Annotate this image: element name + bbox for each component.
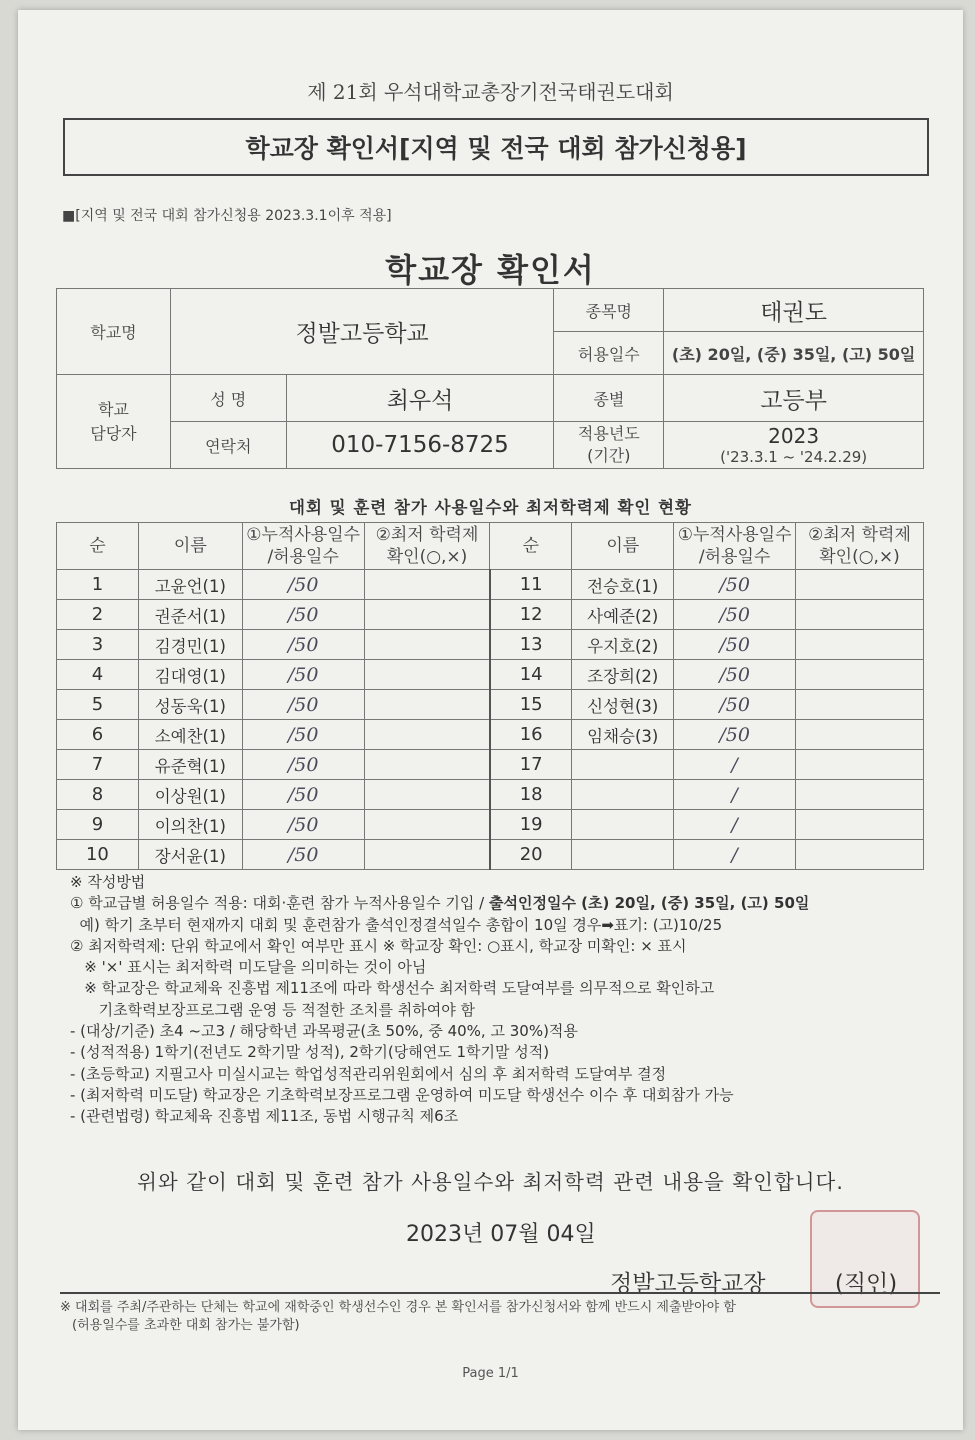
left-usage-cell: /50 <box>242 750 364 780</box>
left-check-cell <box>364 660 490 690</box>
roster-body <box>57 570 924 870</box>
left-check-cell <box>364 570 490 600</box>
method-line-9: - (초등학교) 지필고사 미실시교는 학업성적관리위원회에서 심의 후 최저학력 도달여부 결정 <box>70 1064 667 1083</box>
header-academic-right: ②최저 학력제 확인(○,×) <box>796 523 924 570</box>
left-usage-cell: /50 <box>242 660 364 690</box>
right-usage-cell: / <box>674 750 796 780</box>
table-row <box>57 660 924 690</box>
form-title-box <box>63 118 929 176</box>
right-no-cell: 14 <box>490 660 572 690</box>
left-usage-cell: /50 <box>242 600 364 630</box>
page-number: Page 1/1 <box>462 1366 519 1381</box>
school-value: 정발고등학교 <box>170 289 554 375</box>
left-usage-cell: /50 <box>242 570 364 600</box>
left-check-cell <box>364 840 490 870</box>
left-check-cell <box>364 750 490 780</box>
method-line-3: ② 최저학력제: 단위 학교에서 확인 여부만 표시 ※ 학교장 확인: ○표시, 학교장 미확인: × 표시 <box>70 936 687 955</box>
left-name-cell: 권준서(1) <box>138 600 242 630</box>
left-name-cell: 유준혁(1) <box>138 750 242 780</box>
name-value: 최우석 <box>286 375 554 422</box>
right-name-cell <box>572 840 674 870</box>
table-row <box>57 720 924 750</box>
left-no-cell: 10 <box>57 840 139 870</box>
left-name-cell: 소예찬(1) <box>138 720 242 750</box>
right-check-cell <box>796 810 924 840</box>
issue-date: 2023년 07월 04일 <box>406 1222 596 1247</box>
school-info-table <box>56 288 924 469</box>
right-no-cell: 12 <box>490 600 572 630</box>
roster-table <box>56 522 924 870</box>
right-name-cell: 신성현(3) <box>572 690 674 720</box>
right-no-cell: 11 <box>490 570 572 600</box>
header-name-left: 이름 <box>138 523 242 570</box>
left-no-cell: 2 <box>57 600 139 630</box>
right-usage-cell: /50 <box>674 630 796 660</box>
left-usage-cell: /50 <box>242 630 364 660</box>
right-check-cell <box>796 780 924 810</box>
left-name-cell: 성동욱(1) <box>138 690 242 720</box>
table-row <box>57 780 924 810</box>
right-name-cell <box>572 780 674 810</box>
header-usage-left: ①누적사용일수 /허용일수 <box>242 523 364 570</box>
right-check-cell <box>796 840 924 870</box>
header-name-right: 이름 <box>572 523 674 570</box>
name-label: 성 명 <box>170 375 286 422</box>
left-check-cell <box>364 630 490 660</box>
confirmation-statement: 위와 같이 대회 및 훈련 참가 사용일수와 최저학력 관련 내용을 확인합니다. <box>137 1170 844 1194</box>
method-line-10: - (최저학력 미도달) 학교장은 기초학력보장프로그램 운영하여 미도달 학생선수 이수 후 대회참가 가능 <box>70 1085 734 1104</box>
right-usage-cell: / <box>674 810 796 840</box>
year-cell <box>664 422 924 469</box>
left-usage-cell: /50 <box>242 690 364 720</box>
method-line-11: - (관련법령) 학교체육 진흥법 제11조, 동법 시행규칙 제6조 <box>70 1107 459 1126</box>
left-no-cell: 1 <box>57 570 139 600</box>
right-name-cell: 전승호(1) <box>572 570 674 600</box>
form-applicability-note: ■[지역 및 전국 대회 참가신청용 2023.3.1이후 적용] <box>62 208 392 224</box>
right-name-cell: 임채승(3) <box>572 720 674 750</box>
right-no-cell: 16 <box>490 720 572 750</box>
right-name-cell: 우지호(2) <box>572 630 674 660</box>
method-line-8: - (성적적용) 1학기(전년도 2학기말 성적), 2학기(당해연도 1학기말 성적) <box>70 1043 550 1062</box>
method-line-1: ① 학교급별 허용일수 적용: 대회·훈련 참가 누적사용일수 기입 / 출석인정일수 (초) 20일, (중) 35일, (고) 50일 <box>70 894 810 913</box>
right-name-cell: 사예준(2) <box>572 600 674 630</box>
year-period: ('23.3.1 ~ '24.2.29) <box>720 448 868 466</box>
footnote-line-1: ※ 대회를 주최/주관하는 단체는 학교에 재학중인 학생선수인 경우 본 확인서를 참가신청서와 함께 반드시 제출받아야 함 <box>60 1300 736 1315</box>
sport-value: 태권도 <box>664 289 924 332</box>
right-no-cell: 17 <box>490 750 572 780</box>
manager-label: 학교 담당자 <box>57 375 171 469</box>
method-heading: ※ 작성방법 <box>70 873 146 891</box>
left-name-cell: 고윤언(1) <box>138 570 242 600</box>
contact-label: 연락처 <box>170 422 286 469</box>
left-no-cell: 9 <box>57 810 139 840</box>
left-no-cell: 5 <box>57 690 139 720</box>
right-name-cell <box>572 750 674 780</box>
right-no-cell: 13 <box>490 630 572 660</box>
event-title: 제 21회 우석대학교총장기전국태권도대회 <box>307 80 674 104</box>
footnote <box>60 1292 940 1335</box>
allowed-days-label: 허용일수 <box>554 332 664 375</box>
main-title: 학교장 확인서 <box>385 251 596 289</box>
left-check-cell <box>364 810 490 840</box>
right-check-cell <box>796 720 924 750</box>
method-line-5: ※ 학교장은 학교체육 진흥법 제11조에 따라 학생선수 최저학력 도달여부를 의무적으로 확인하고 <box>70 979 715 998</box>
roster-subtitle: 대회 및 훈련 참가 사용일수와 최저학력제 확인 현황 <box>289 498 692 517</box>
method-line-4: ※ '×' 표시는 최저학력 미도달을 의미하는 것이 아님 <box>70 958 427 977</box>
table-row <box>57 630 924 660</box>
right-name-cell <box>572 810 674 840</box>
right-check-cell <box>796 750 924 780</box>
right-usage-cell: /50 <box>674 720 796 750</box>
right-usage-cell: /50 <box>674 690 796 720</box>
table-row <box>57 690 924 720</box>
right-no-cell: 15 <box>490 690 572 720</box>
left-check-cell <box>364 720 490 750</box>
left-name-cell: 이상원(1) <box>138 780 242 810</box>
right-check-cell <box>796 690 924 720</box>
left-usage-cell: /50 <box>242 780 364 810</box>
left-name-cell: 김경민(1) <box>138 630 242 660</box>
left-usage-cell: /50 <box>242 840 364 870</box>
left-name-cell: 장서윤(1) <box>138 840 242 870</box>
table-row <box>57 570 924 600</box>
right-no-cell: 19 <box>490 810 572 840</box>
signer-name: 정발고등학교장 <box>610 1271 766 1297</box>
left-no-cell: 3 <box>57 630 139 660</box>
right-check-cell <box>796 600 924 630</box>
writing-method <box>70 872 950 1128</box>
document-page <box>18 10 963 1430</box>
left-check-cell <box>364 690 490 720</box>
left-no-cell: 7 <box>57 750 139 780</box>
footnote-line-2: (허용일수를 초과한 대회 참가는 불가함) <box>72 1318 300 1333</box>
right-usage-cell: /50 <box>674 660 796 690</box>
left-name-cell: 김대영(1) <box>138 660 242 690</box>
sport-label: 종목명 <box>554 289 664 332</box>
right-name-cell: 조장희(2) <box>572 660 674 690</box>
table-row <box>57 810 924 840</box>
left-check-cell <box>364 600 490 630</box>
right-no-cell: 18 <box>490 780 572 810</box>
table-row <box>57 750 924 780</box>
right-check-cell <box>796 570 924 600</box>
header-no-left: 순 <box>57 523 139 570</box>
table-row <box>57 840 924 870</box>
seal-label: (직인) <box>834 1271 898 1297</box>
school-label: 학교명 <box>57 289 171 375</box>
left-no-cell: 4 <box>57 660 139 690</box>
left-usage-cell: /50 <box>242 720 364 750</box>
right-usage-cell: / <box>674 840 796 870</box>
year-label: 적용년도 (기간) <box>554 422 664 469</box>
right-usage-cell: / <box>674 780 796 810</box>
left-no-cell: 6 <box>57 720 139 750</box>
division-value: 고등부 <box>664 375 924 422</box>
method-line-2: 예) 학기 초부터 현재까지 대회 및 훈련참가 출석인정결석일수 총합이 10일 경우➡표기: (고)10/25 <box>70 915 723 934</box>
right-check-cell <box>796 660 924 690</box>
left-name-cell: 이의찬(1) <box>138 810 242 840</box>
table-row <box>57 600 924 630</box>
header-academic-left: ②최저 학력제 확인(○,×) <box>364 523 490 570</box>
header-usage-right: ①누적사용일수 /허용일수 <box>674 523 796 570</box>
right-usage-cell: /50 <box>674 570 796 600</box>
header-no-right: 순 <box>490 523 572 570</box>
right-no-cell: 20 <box>490 840 572 870</box>
method-line-7: - (대상/기준) 초4 ~고3 / 해당학년 과목평균(초 50%, 중 40%, 고 30%)적용 <box>70 1022 578 1041</box>
right-usage-cell: /50 <box>674 600 796 630</box>
method-line-6: 기초학력보장프로그램 운영 등 적절한 조치를 취하여야 함 <box>70 1000 475 1019</box>
left-usage-cell: /50 <box>242 810 364 840</box>
right-check-cell <box>796 630 924 660</box>
left-no-cell: 8 <box>57 780 139 810</box>
left-check-cell <box>364 780 490 810</box>
allowed-days-value: (초) 20일, (중) 35일, (고) 50일 <box>664 332 924 375</box>
form-title: 학교장 확인서[지역 및 전국 대회 참가신청용] <box>245 134 747 163</box>
division-label: 종별 <box>554 375 664 422</box>
contact-value: 010-7156-8725 <box>286 422 554 469</box>
year-value: 2023 <box>768 424 820 448</box>
